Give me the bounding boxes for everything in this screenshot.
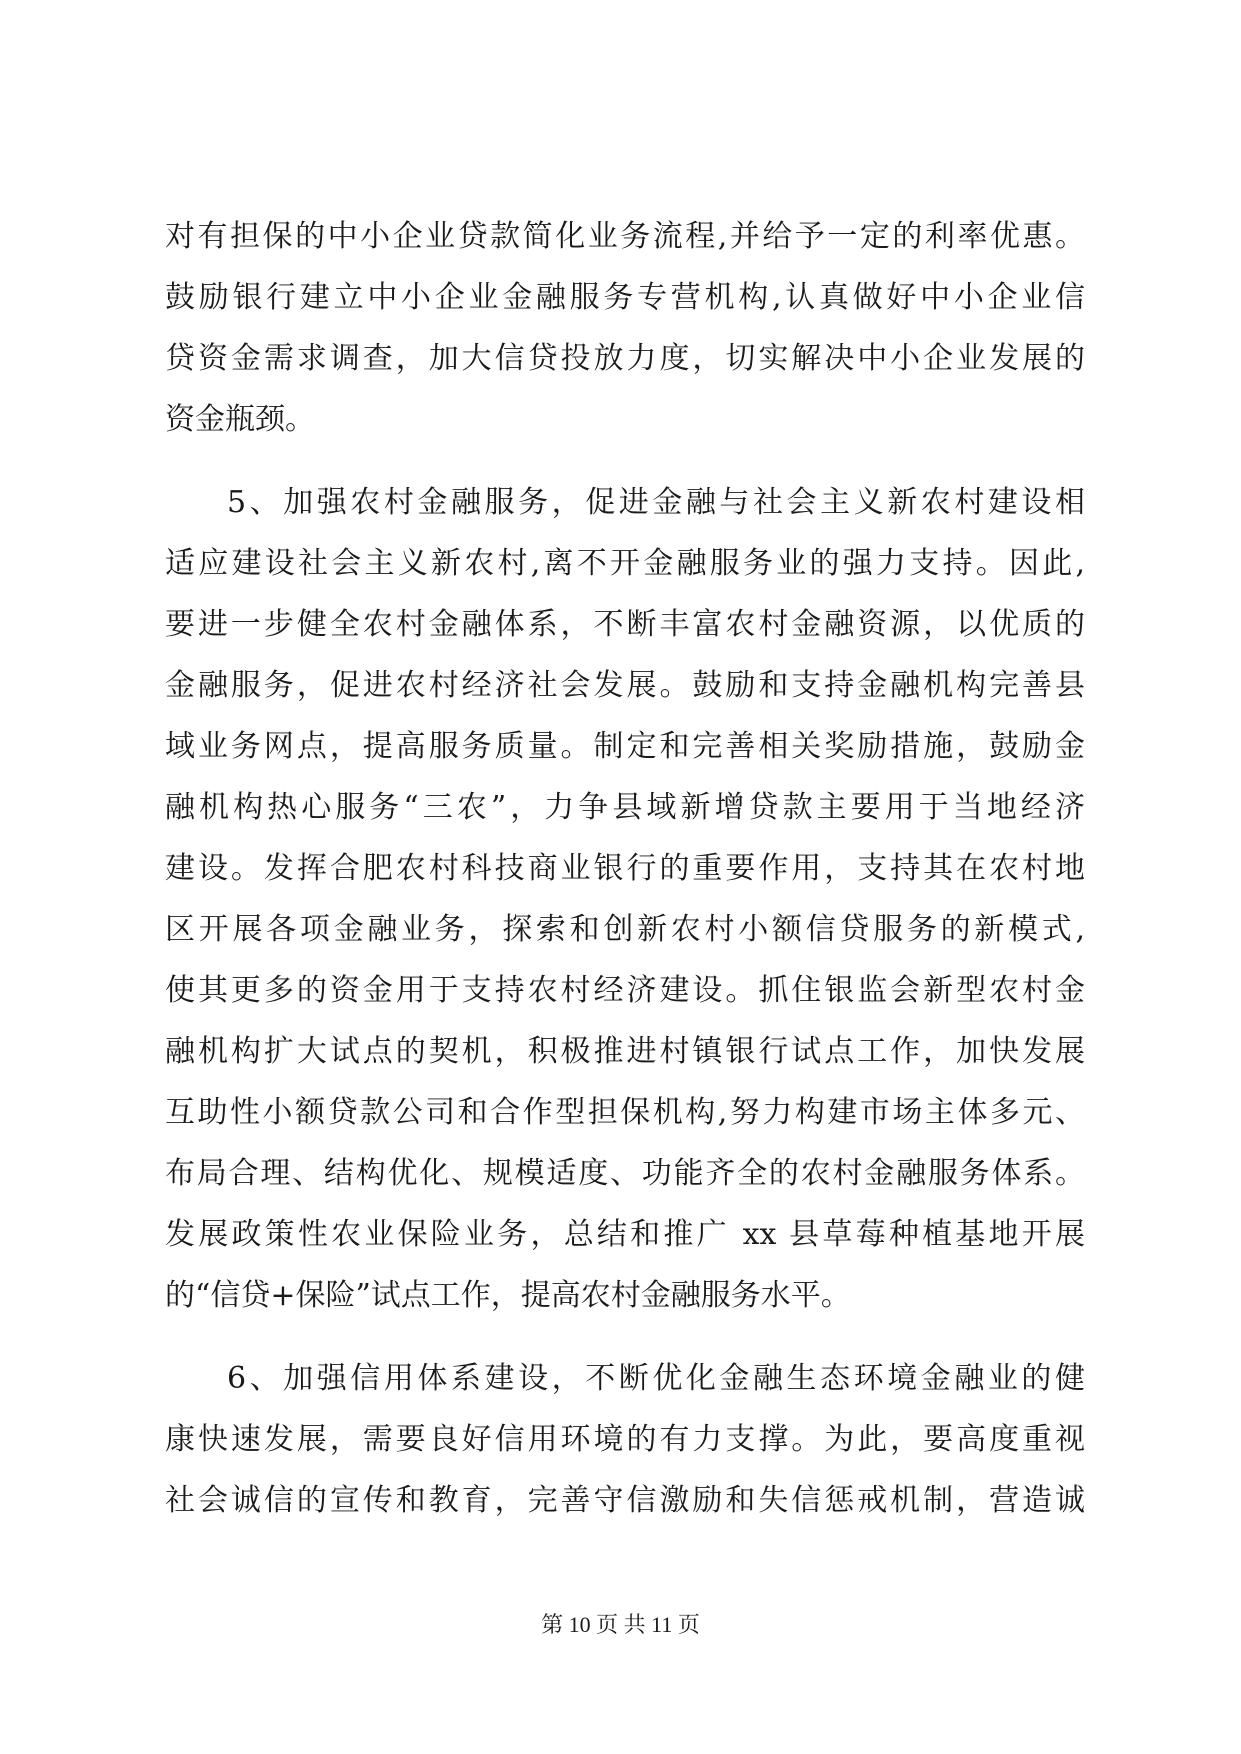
text-line: 建设。发挥合肥农村科技商业银行的重要作用，支持其在农村地	[165, 851, 1085, 886]
text-line: 使其更多的资金用于支持农村经济建设。抓住银监会新型农村金	[165, 973, 1085, 1008]
text-line: 5、加强农村金融服务，促进金融与社会主义新农村建设相	[227, 485, 1085, 520]
text-line: 的“信贷+保险”试点工作，提高农村金融服务水平。	[165, 1278, 851, 1313]
text-line: 贷资金需求调查，加大信贷投放力度，切实解决中小企业发展的	[165, 341, 1085, 376]
text-line: 发展政策性农业保险业务，总结和推广 xx 县草莓种植基地开展	[165, 1217, 1085, 1252]
paragraph	[165, 1348, 1085, 1531]
text-line: 社会诚信的宣传和教育，完善守信激励和失信惩戒机制，营造诚	[165, 1483, 1085, 1518]
page-footer: 第 10 页 共 11 页	[541, 1612, 700, 1637]
document-body	[165, 206, 1085, 1531]
text-line: 适应建设社会主义新农村,离不开金融服务业的强力支持。因此,	[165, 546, 1085, 581]
text-line: 融机构扩大试点的契机，积极推进村镇银行试点工作，加快发展	[165, 1034, 1085, 1069]
text-line: 金融服务，促进农村经济社会发展。鼓励和支持金融机构完善县	[165, 668, 1085, 703]
text-line: 鼓励银行建立中小企业金融服务专营机构,认真做好中小企业信	[165, 280, 1085, 315]
paragraph	[165, 472, 1085, 1326]
text-line: 布局合理、结构优化、规模适度、功能齐全的农村金融服务体系。	[165, 1156, 1085, 1191]
text-line: 互助性小额贷款公司和合作型担保机构,努力构建市场主体多元、	[165, 1095, 1085, 1130]
text-line: 区开展各项金融业务，探索和创新农村小额信贷服务的新模式,	[165, 912, 1085, 947]
text-line: 对有担保的中小企业贷款简化业务流程,并给予一定的利率优惠。	[165, 219, 1085, 254]
text-line: 要进一步健全农村金融体系，不断丰富农村金融资源，以优质的	[165, 607, 1085, 642]
text-line: 域业务网点，提高服务质量。制定和完善相关奖励措施，鼓励金	[165, 729, 1085, 764]
text-line: 6、加强信用体系建设，不断优化金融生态环境金融业的健	[227, 1361, 1085, 1396]
text-line: 融机构热心服务“三农”，力争县域新增贷款主要用于当地经济	[165, 790, 1085, 825]
paragraph	[165, 206, 1085, 450]
text-line: 康快速发展，需要良好信用环境的有力支撑。为此，要高度重视	[165, 1422, 1085, 1457]
text-line: 资金瓶颈。	[165, 402, 315, 437]
